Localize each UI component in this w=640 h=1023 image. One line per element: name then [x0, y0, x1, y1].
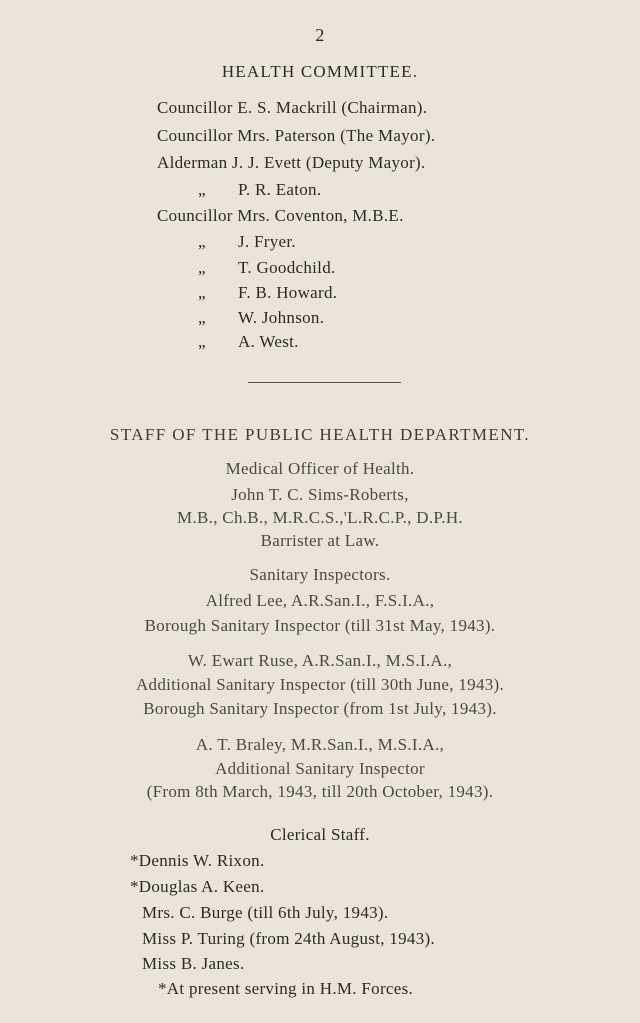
member-name: W. Johnson. — [238, 308, 325, 327]
footnote: *At present serving in H.M. Forces. — [158, 979, 414, 998]
committee-member — [198, 309, 324, 326]
inspector-name: A. T. Braley, M.R.San.I., M.S.I.A., — [195, 735, 445, 754]
moh-heading: Medical Officer of Health. — [225, 459, 415, 478]
sanitary-inspectors-heading: Sanitary Inspectors. — [249, 565, 391, 584]
committee-member: Alderman J. J. Evett (Deputy Mayor). — [157, 153, 426, 172]
member-name: P. R. Eaton. — [238, 180, 322, 199]
moh-name: John T. C. Sims-Roberts, — [231, 485, 409, 504]
clerical-member: *Douglas A. Keen. — [130, 877, 265, 896]
committee-member — [198, 333, 299, 350]
member-name: F. B. Howard. — [238, 283, 338, 302]
ditto-mark: „ — [198, 232, 206, 251]
committee-member: Councillor Mrs. Paterson (The Mayor). — [157, 126, 436, 145]
inspector-role: Borough Sanitary Inspector (till 31st May, 1943). — [144, 616, 496, 635]
committee-member — [198, 284, 337, 301]
clerical-member: Mrs. C. Burge (till 6th July, 1943). — [142, 903, 389, 922]
committee-member — [198, 181, 321, 198]
ditto-mark: „ — [198, 258, 206, 277]
committee-member: Councillor Mrs. Coventon, M.B.E. — [157, 206, 404, 225]
ditto-mark: „ — [198, 308, 206, 327]
inspector-role: Borough Sanitary Inspector (from 1st July, 1943). — [143, 699, 497, 718]
clerical-member: Miss B. Janes. — [142, 954, 245, 973]
member-name: A. West. — [238, 332, 299, 351]
inspector-name: W. Ewart Ruse, A.R.San.I., M.S.I.A., — [187, 651, 453, 670]
inspector-role: Additional Sanitary Inspector — [215, 759, 425, 778]
inspector-role: Additional Sanitary Inspector (till 30th June, 1943). — [135, 675, 505, 694]
inspector-dates: (From 8th March, 1943, till 20th October, 1943). — [146, 782, 494, 801]
clerical-member: *Dennis W. Rixon. — [130, 851, 265, 870]
section-divider — [248, 382, 401, 383]
clerical-member: Miss P. Turing (from 24th August, 1943). — [142, 929, 436, 948]
moh-qualifications: M.B., Ch.B., M.R.C.S.,'L.R.C.P., D.P.H. — [177, 508, 463, 527]
health-committee-title: HEALTH COMMITTEE. — [221, 62, 419, 81]
page-number: 2 — [315, 25, 325, 45]
inspector-name: Alfred Lee, A.R.San.I., F.S.I.A., — [205, 591, 435, 610]
staff-title: STAFF OF THE PUBLIC HEALTH DEPARTMENT. — [109, 425, 531, 444]
ditto-mark: „ — [198, 332, 206, 351]
ditto-mark: „ — [198, 283, 206, 302]
committee-member — [198, 259, 336, 276]
committee-member: Councillor E. S. Mackrill (Chairman). — [157, 98, 428, 117]
committee-member — [198, 233, 296, 250]
member-name: T. Goodchild. — [238, 258, 336, 277]
clerical-heading: Clerical Staff. — [270, 825, 370, 844]
ditto-mark: „ — [198, 180, 206, 199]
moh-extra: Barrister at Law. — [260, 531, 380, 550]
member-name: J. Fryer. — [238, 232, 296, 251]
